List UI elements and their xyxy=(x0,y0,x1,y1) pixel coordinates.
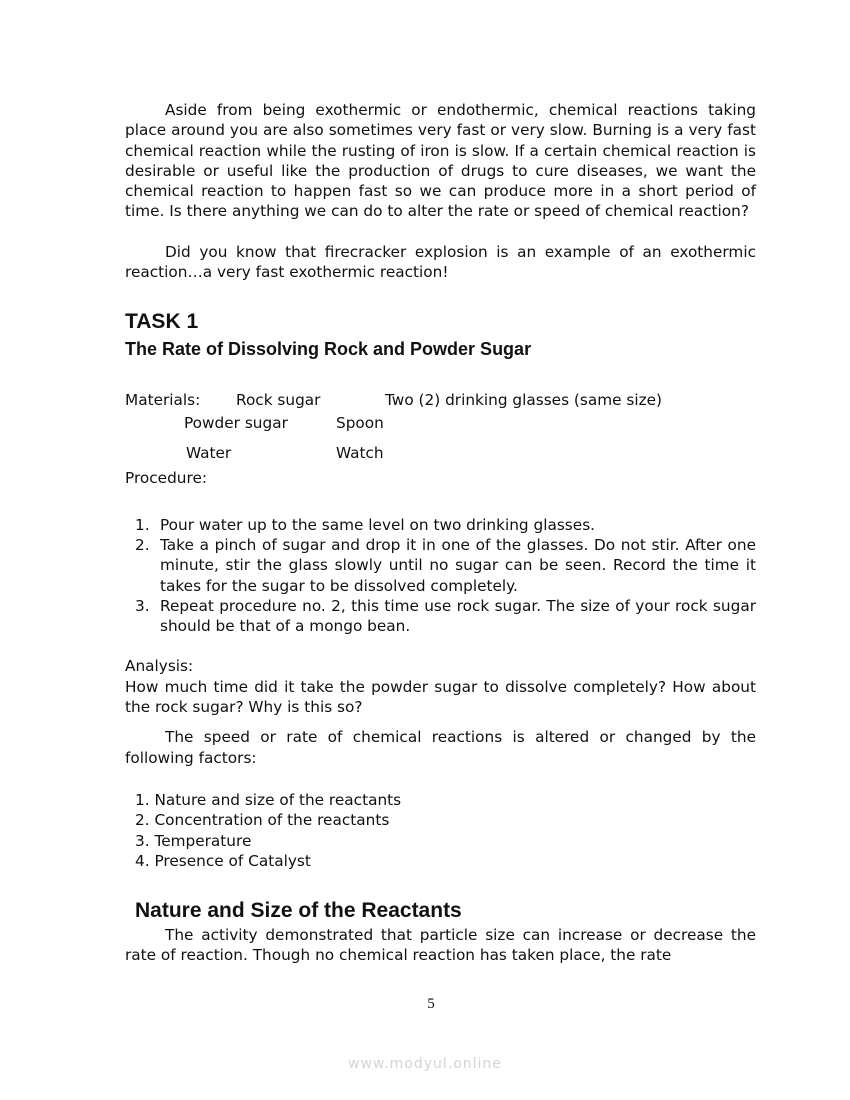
step-text: Take a pinch of sugar and drop it in one of the glasses. Do not stir. After one minute, stir the glass slowly until no sugar can be seen. Record the time it takes for the sugar to be dissolved completely. xyxy=(160,535,756,595)
material-item: Rock sugar xyxy=(236,391,321,410)
watermark: www.modyul.online xyxy=(348,1056,502,1072)
intro-paragraph-2: Did you know that firecracker explosion is an example of an exothermic reaction…a very fast exothermic reaction! xyxy=(125,242,756,282)
procedure-step xyxy=(125,596,756,637)
step-number: 3. xyxy=(135,596,150,615)
procedure-label: Procedure: xyxy=(125,469,208,488)
analysis-text: How much time did it take the powder sugar to dissolve completely? How about the rock sugar? Why is this so? xyxy=(125,677,756,717)
step-text: Repeat procedure no. 2, this time use rock sugar. The size of your rock sugar should be that of a mongo bean. xyxy=(160,596,756,636)
analysis-label: Analysis: xyxy=(125,657,194,676)
material-item: Two (2) drinking glasses (same size) xyxy=(385,391,663,410)
step-text: Pour water up to the same level on two drinking glasses. xyxy=(160,515,596,534)
factor-item: 2. Concentration of the reactants xyxy=(135,811,390,830)
task-heading: TASK 1 xyxy=(125,310,199,334)
material-item: Spoon xyxy=(336,414,384,433)
factors-intro: The speed or rate of chemical reactions is altered or changed by the following factors: xyxy=(125,728,756,767)
material-item: Powder sugar xyxy=(184,414,288,433)
factor-item: 1. Nature and size of the reactants xyxy=(135,790,402,809)
section-text: The activity demonstrated that particle size can increase or decrease the rate of reaction. Though no chemical reaction has taken place, the rate xyxy=(125,926,756,965)
materials-block xyxy=(125,384,756,466)
section-title: Nature and Size of the Reactants xyxy=(135,899,462,923)
material-item: Watch xyxy=(336,444,384,463)
procedure-list xyxy=(125,515,756,637)
factor-item: 4. Presence of Catalyst xyxy=(135,851,311,870)
factor-item: 3. Temperature xyxy=(135,831,252,850)
procedure-step xyxy=(125,515,756,535)
material-item: Water xyxy=(186,444,232,463)
procedure-step xyxy=(125,535,756,596)
step-number: 1. xyxy=(135,515,150,534)
intro-paragraph-1: Aside from being exothermic or endothermic, chemical reactions taking place around you are also sometimes very fast or very slow. Burning is a very fast chemical reaction while the rusting of iron is slow. If a certain chemical reaction is desirable or useful like the production of drugs to cure diseases, we want the chemical reaction to happen fast so we can produce more in a short period of time. Is there anything we can do to alter the rate or speed of chemical reaction? xyxy=(125,101,756,221)
page-content xyxy=(125,100,756,966)
page-number: 5 xyxy=(427,996,435,1012)
materials-label: Materials: xyxy=(125,391,201,410)
factors-list xyxy=(125,790,756,871)
step-number: 2. xyxy=(135,535,150,554)
task-title: The Rate of Dissolving Rock and Powder Sugar xyxy=(125,339,532,360)
